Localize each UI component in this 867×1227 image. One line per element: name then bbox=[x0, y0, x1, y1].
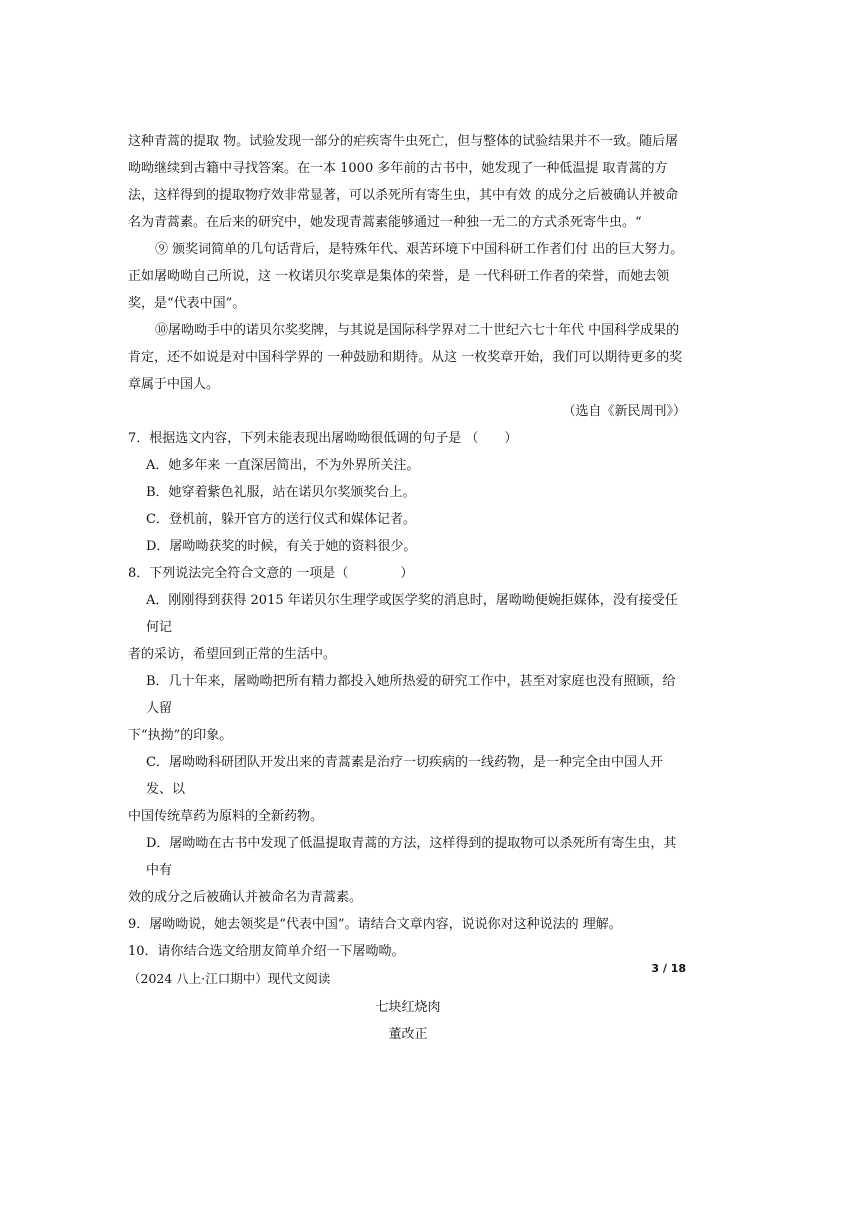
question-8-option-a-line2: 者的采访，希望回到正常的生活中。 bbox=[128, 647, 337, 662]
question-7-option-a: A．她多年来 一直深居简出，不为外界所关注。 bbox=[146, 458, 420, 473]
page-number: 3 / 18 bbox=[651, 962, 686, 975]
question-10: 10．请你结合选文给朋友简单介绍一下屠呦呦。 bbox=[128, 944, 405, 959]
passage-paragraph-10: ⑩屠呦呦手中的诺贝尔奖奖牌，与其说是国际科学界对二十世纪六七十年代 中国科学成果的肯定，还不如说是对中国科学界的 一种鼓励和期待。从这 一枚奖章开始，我们可以期待更多的奖章属于中国人。 bbox=[128, 323, 683, 392]
question-8-stem: 8．下列说法完全符合文意的 一项是（ ） bbox=[128, 566, 414, 581]
question-9: 9．屠呦呦说，她去领奖是“代表中国”。请结合文章内容，说说你对这种说法的 理解。 bbox=[128, 917, 622, 932]
next-section-author: 董改正 bbox=[388, 1027, 428, 1042]
next-section-source: （2024 八上·江口期中）现代文阅读 bbox=[128, 971, 331, 986]
question-7-option-b: B．她穿着紫色礼服，站在诺贝尔奖颁奖台上。 bbox=[146, 485, 416, 500]
page-content bbox=[128, 128, 692, 1048]
question-8-option-d-line2: 效的成分之后被确认并被命名为青蒿素。 bbox=[128, 890, 363, 905]
next-section-title: 七块红烧肉 bbox=[375, 1000, 441, 1015]
question-8-option-b-line2: 下“执拗”的印象。 bbox=[128, 728, 233, 743]
question-7-stem: 7．根据选文内容，下列未能表现出屠呦呦很低调的句子是 （ ） bbox=[128, 431, 518, 446]
question-8-option-c-line1: C．屠呦呦科研团队开发出来的青蒿素是治疗一切疾病的一线药物，是一种完全由中国人开发、以 bbox=[146, 755, 663, 797]
question-8-option-d-line1: D．屠呦呦在古书中发现了低温提取青蒿的方法，这样得到的提取物可以杀死所有寄生虫，其中有 bbox=[146, 836, 677, 878]
passage-source: （选自《新民周刊》） bbox=[562, 404, 686, 419]
question-8-option-a-line1: A．刚刚得到获得 2015 年诺贝尔生理学或医学奖的消息时，屠呦呦便婉拒媒体，没有接受任何记 bbox=[146, 593, 678, 635]
question-8-option-c-line2: 中国传统草药为原料的全新药物。 bbox=[128, 809, 324, 824]
question-7-option-d: D．屠呦呦获奖的时候，有关于她的资料很少。 bbox=[146, 539, 417, 554]
question-8-option-b-line1: B．几十年来，屠呦呦把所有精力都投入她所热爱的研究工作中，甚至对家庭也没有照顾，给人留 bbox=[146, 674, 676, 716]
question-7-option-c: C．登机前，躲开官方的送行仪式和媒体记者。 bbox=[146, 512, 416, 527]
passage-paragraph-9: ⑨ 颁奖词简单的几句话背后，是特殊年代、艰苦环境下中国科研工作者们付 出的巨大努力。正如屠呦呦自己所说，这 一枚诺贝尔奖章是集体的荣誉，是 一代科研工作者的荣誉，而她去领奖，是“代表中国”。 bbox=[128, 242, 684, 311]
passage-paragraph-continued: 这种青蒿的提取 物。试验发现一部分的疟疾寄牛虫死亡，但与整体的试验结果并不一致。随后屠 呦呦继续到古籍中寻找答案。在一本 1000 多年前的古书中，她发现了一种低温提 取青蒿的方法，这样得到的提取物疗效非常显著，可以杀死所有寄生虫，其中有效 的成分之后被确认并被命名为青蒿素。在后来的研究中，她发现青蒿素能够通过一种独一无二的方式杀死寄牛虫。“ bbox=[128, 134, 692, 230]
